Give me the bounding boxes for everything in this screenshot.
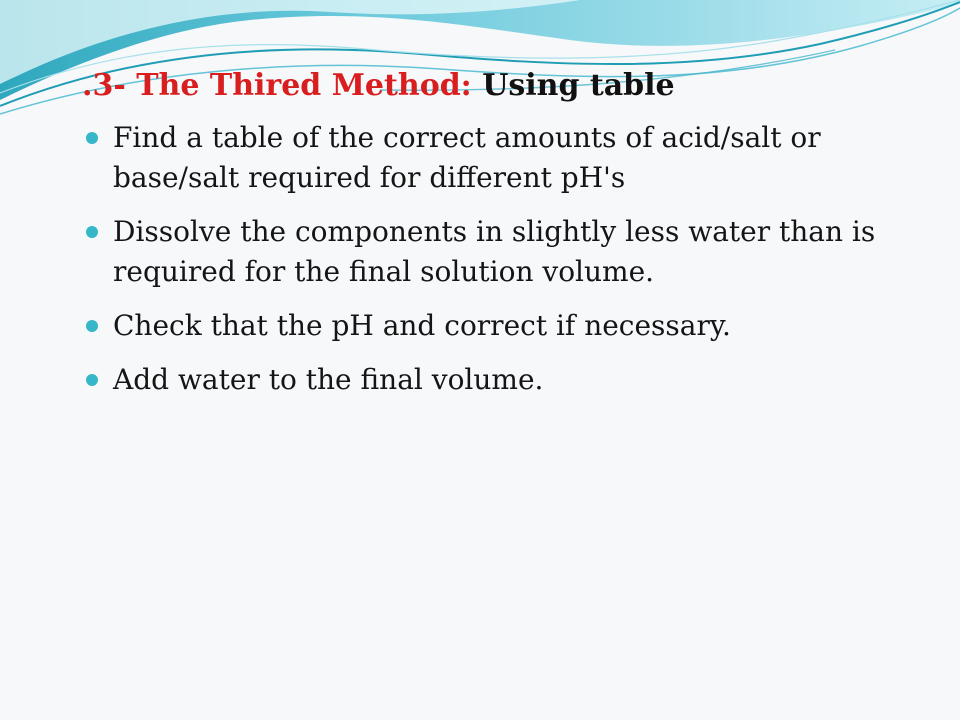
- bullet-item: [84, 360, 924, 400]
- bullet-dot-icon: [86, 226, 98, 238]
- bullet-item: [84, 118, 924, 198]
- bullet-text: Check that the pH and correct if necessary.: [113, 309, 731, 342]
- bullet-dot-icon: [86, 374, 98, 386]
- bullet-text: Find a table of the correct amounts of acid/salt or base/salt required for different pH's: [113, 121, 821, 194]
- bullet-item: [84, 306, 924, 346]
- slide-title-prefix: .3- The Thired Method:: [82, 68, 472, 103]
- slide-title: [82, 66, 675, 106]
- bullet-item: [84, 212, 924, 292]
- wave-header-decoration: [0, 0, 960, 130]
- bullet-dot-icon: [86, 320, 98, 332]
- slide-title-suffix: Using table: [471, 68, 675, 103]
- bullet-dot-icon: [86, 132, 98, 144]
- bullet-text: Dissolve the components in slightly less water than is required for the final solution volume.: [113, 215, 876, 288]
- bullet-text: Add water to the final volume.: [113, 363, 544, 396]
- bullet-list: [84, 118, 924, 414]
